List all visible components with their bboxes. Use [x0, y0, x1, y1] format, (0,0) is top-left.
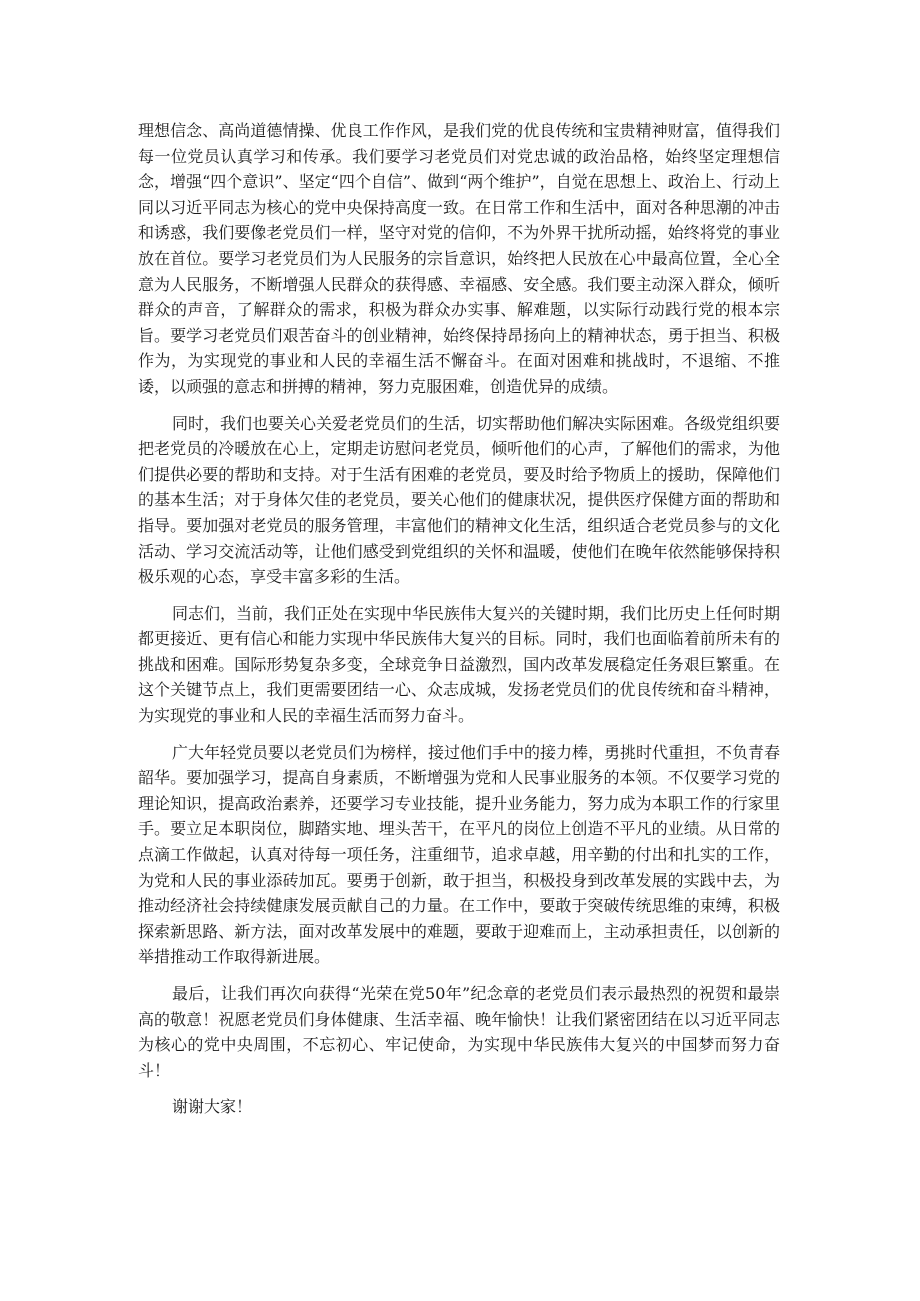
paragraph-thanks: 谢谢大家！ [172, 1097, 253, 1117]
paragraph-current-situation: 同志们，当前，我们正处在实现中华民族伟大复兴的关键时期，我们比历史上任何时期都更接近、更有信心和能力实现中华民族伟大复兴的目标。同时，我们也面临着前所未有的挑战和困难。国际形势复杂多变，全球竞争日益激烈，国内改革发展稳定任务艰巨繁重。在这个关键节点上，我们更需要团结一心、众志成城，发扬老党员们的优良传统和奋斗精神，为实现党的事业和人民的幸福生活而努力奋斗。 [138, 603, 781, 726]
document-page [138, 118, 780, 1131]
paragraph-closing: 最后，让我们再次向获得“光荣在党50年”纪念章的老党员们表示最热烈的祝贺和最崇高的敬意！祝愿老党员们身体健康、生活幸福、晚年愉快！让我们紧密团结在以习近平同志为核心的党中央周围，不忘初心、牢记使命，为实现中华民族伟大复兴的中国梦而努力奋斗！ [138, 984, 780, 1080]
paragraph-young-members: 广大年轻党员要以老党员们为榜样，接过他们手中的接力棒，勇挑时代重担，不负青春韶华。要加强学习，提高自身素质，不断增强为党和人民事业服务的本领。不仅要学习党的理论知识，提高政治素养，还要学习专业技能，提升业务能力，努力成为本职工作的行家里手。要立足本职岗位，脚踏实地、埋头苦干，在平凡的岗位上创造不平凡的业绩。从日常的点滴工作做起，认真对待每一项任务，注重细节，追求卓越，用辛勤的付出和扎实的工作，为党和人民的事业添砖加瓦。要勇于创新，敢于担当，积极投身到改革发展的实践中去，为推动经济社会持续健康发展贡献自己的力量。在工作中，要敢于突破传统思维的束缚，积极探索新思路、新方法，面对改革发展中的难题，要敢于迎难而上，主动承担责任，以创新的举措推动工作取得新进展。 [138, 742, 781, 967]
paragraph-continued: 理想信念、高尚道德情操、优良工作作风，是我们党的优良传统和宝贵精神财富，值得我们每一位党员认真学习和传承。我们要学习老党员们对党忠诚的政治品格，始终坚定理想信念，增强“四个意识”、坚定“四个自信”、做到“两个维护”，自觉在思想上、政治上、行动上同以习近平同志为核心的党中央保持高度一致。在日常工作和生活中，面对各种思潮的冲击和诱惑，我们要像老党员们一样，坚守对党的信仰，不为外界干扰所动摇，始终将党的事业放在首位。要学习老党员们为人民服务的宗旨意识，始终把人民放在心中最高位置，全心全意为人民服务，不断增强人民群众的获得感、幸福感、安全感。我们要主动深入群众，倾听群众的声音，了解群众的需求，积极为群众办实事、解难题，以实际行动践行党的根本宗旨。要学习老党员们艰苦奋斗的创业精神，始终保持昂扬向上的精神状态，勇于担当、积极作为，为实现党的事业和人民的幸福生活不懈奋斗。在面对困难和挑战时，不退缩、不推诿，以顽强的意志和拼搏的精神，努力克服困难，创造优异的成绩。 [138, 121, 780, 396]
paragraph-caring-for-veterans: 同时，我们也要关心关爱老党员们的生活，切实帮助他们解决实际困难。各级党组织要把老党员的冷暖放在心上，定期走访慰问老党员，倾听他们的心声，了解他们的需求，为他们提供必要的帮助和支持。对于生活有困难的老党员，要及时给予物质上的援助，保障他们的基本生活；对于身体欠佳的老党员，要关心他们的健康状况，提供医疗保健方面的帮助和指导。要加强对老党员的服务管理，丰富他们的精神文化生活，组织适合老党员参与的文化活动、学习交流活动等，让他们感受到党组织的关怀和温暖，使他们在晚年依然能够保持积极乐观的心态，享受丰富多彩的生活。 [138, 413, 781, 587]
